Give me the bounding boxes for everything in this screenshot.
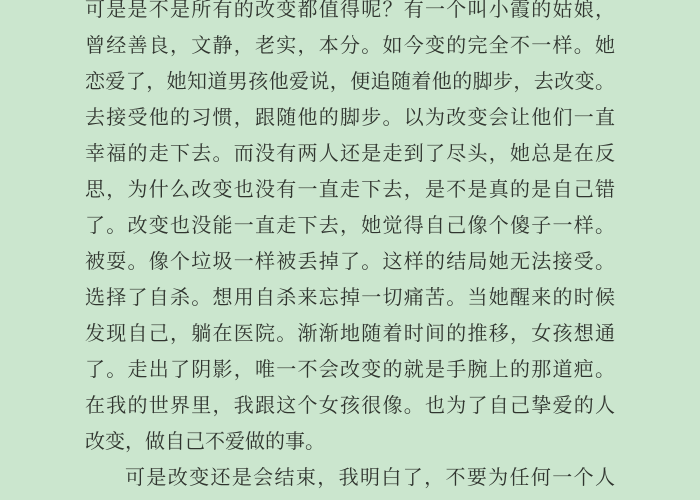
text-line: 被耍。像个垃圾一样被丢掉了。这样的结局她无法接受。	[85, 251, 615, 273]
text-line: 了。改变也没能一直走下去，她觉得自己像个傻子一样。	[85, 215, 615, 237]
text-line: 去接受他的习惯，跟随他的脚步。以为改变会让他们一直	[85, 107, 615, 129]
text-line: 在我的世界里，我跟这个女孩很像。也为了自己挚爱的人	[85, 395, 615, 417]
text-line: 思，为什么改变也没有一直走下去，是不是真的是自己错	[85, 179, 615, 201]
text-line: 幸福的走下去。而没有两人还是走到了尽头，她总是在反	[85, 143, 615, 165]
text-line: 发现自己，躺在医院。渐渐地随着时间的推移，女孩想通	[85, 323, 615, 345]
text-line: 选择了自杀。想用自杀来忘掉一切痛苦。当她醒来的时候	[85, 287, 615, 309]
text-line-paragraph-end: 改变，做自己不爱做的事。	[85, 431, 325, 453]
text-line: 可是是不是所有的改变都值得呢？有一个叫小霞的姑娘，	[85, 0, 615, 21]
text-line: 曾经善良，文静，老实，本分。如今变的完全不一样。她	[85, 35, 615, 57]
text-line: 恋爱了，她知道男孩他爱说，便追随着他的脚步，去改变。	[85, 71, 615, 93]
text-line: 了。走出了阴影，唯一不会改变的就是手腕上的那道疤。	[85, 359, 615, 381]
text-line-paragraph-start: 可是改变还是会结束，我明白了，不要为任何一个人	[125, 467, 615, 489]
text-block	[85, 0, 615, 496]
